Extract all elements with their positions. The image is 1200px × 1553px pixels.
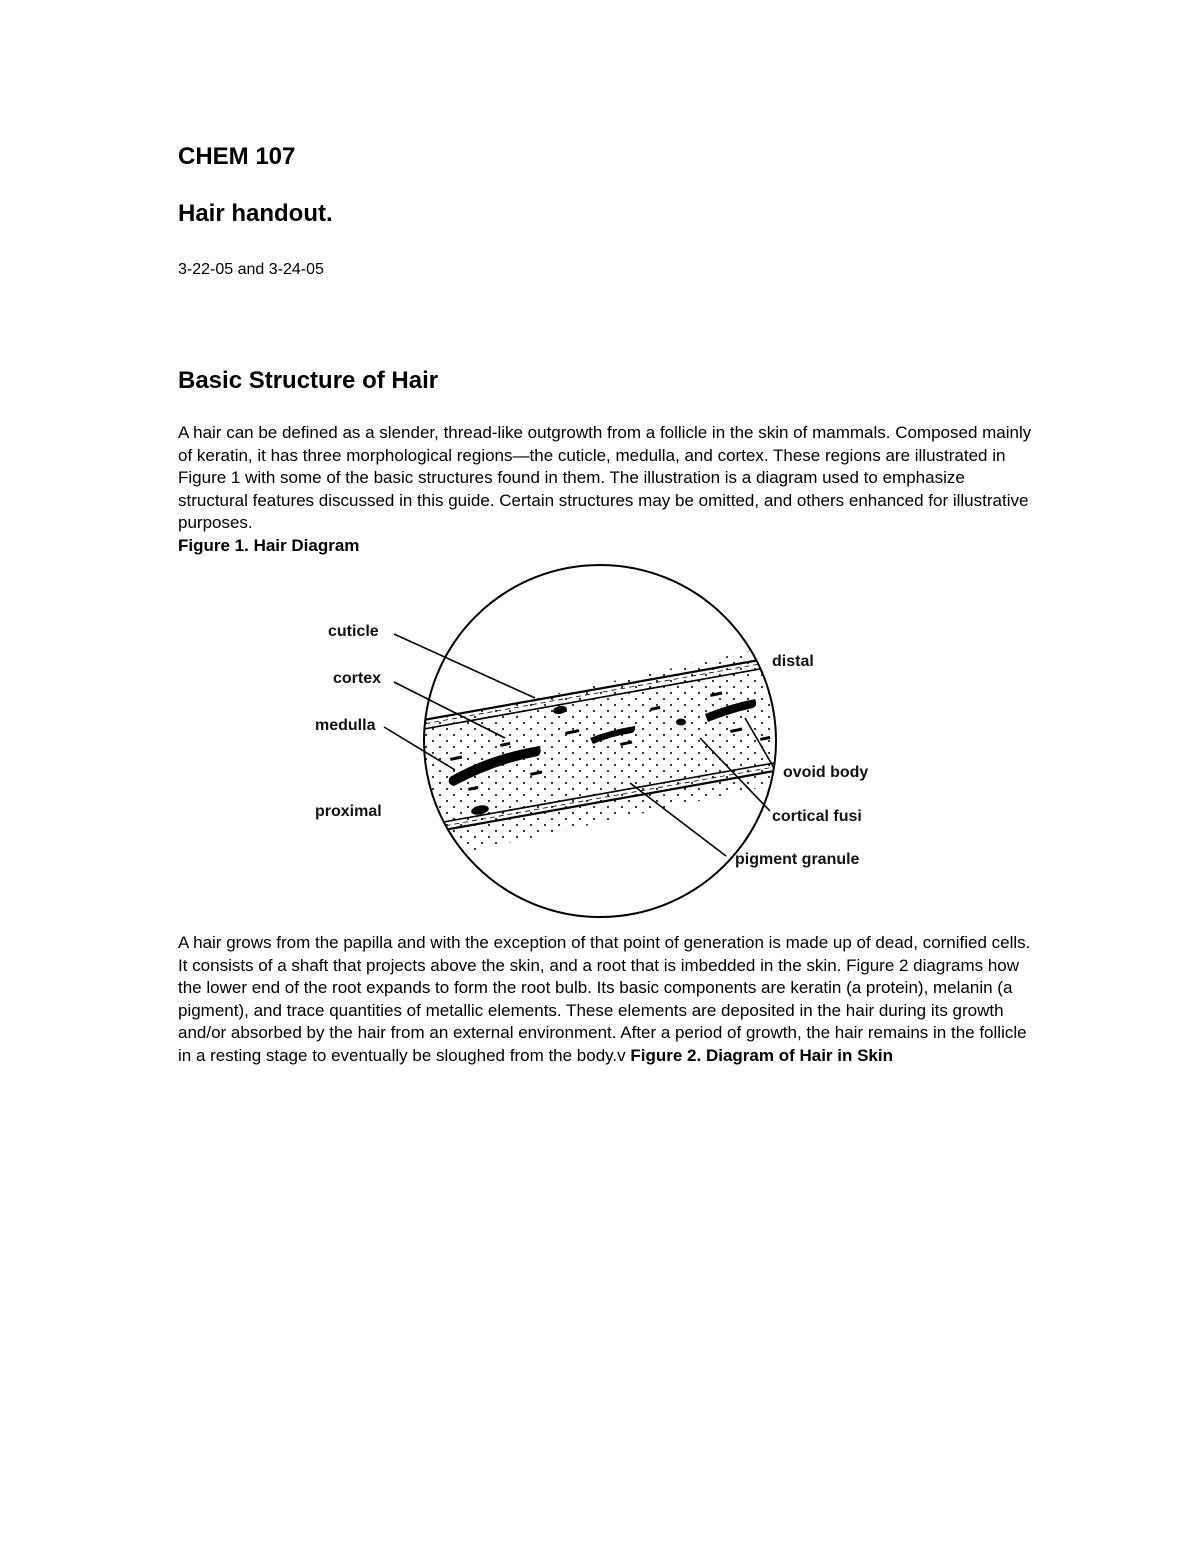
label-cortex: cortex (333, 670, 382, 687)
label-proximal: proximal (315, 803, 382, 820)
label-cuticle: cuticle (328, 623, 379, 640)
hair-diagram-figure (290, 558, 910, 928)
lecture-dates: 3-22-05 and 3-24-05 (178, 261, 324, 278)
label-pigment-granule: pigment granule (735, 851, 860, 868)
label-cortical-fusi: cortical fusi (772, 808, 862, 825)
label-ovoid-body: ovoid body (783, 764, 869, 781)
figure-1-caption: Figure 1. Hair Diagram (178, 535, 360, 555)
section-heading: Basic Structure of Hair (178, 367, 439, 394)
figure-2-caption: Figure 2. Diagram of Hair in Skin (630, 1045, 893, 1065)
label-medulla: medulla (315, 717, 376, 734)
paragraph-1-text: A hair can be defined as a slender, thread-like outgrowth from a follicle in the skin of mammals. Composed mainly of keratin, it has three morphological regions—the cuticle, medulla, and cortex. These regions are illustrated in Figure 1 with some of the basic structures found in them. The illustration is a diagram used to emphasize structural features discussed in this guide. Certain structures may be omitted, and others enhanced for illustrative purposes. (178, 423, 1032, 532)
course-title: CHEM 107 (178, 143, 296, 170)
paragraph-hair-growth (178, 932, 1038, 1067)
hair-diagram (290, 558, 910, 928)
hair-shaft (390, 638, 850, 860)
label-distal: distal (772, 653, 814, 670)
paragraph-basic-structure (178, 422, 1038, 557)
handout-title: Hair handout. (178, 200, 333, 227)
paragraph-2-text: A hair grows from the papilla and with the exception of that point of generation is made up of dead, cornified cells. It consists of a shaft that projects above the skin, and a root that is imbedded in the skin. Figure 2 diagrams how the lower end of the root expands to form the root bulb. Its basic components are keratin (a protein), melanin (a pigment), and trace quantities of metallic elements. These elements are deposited in the hair during its growth and/or absorbed by the hair from an external environment. After a period of growth, the hair remains in the follicle in a resting stage to eventually be sloughed from the body.v (178, 933, 1031, 1065)
